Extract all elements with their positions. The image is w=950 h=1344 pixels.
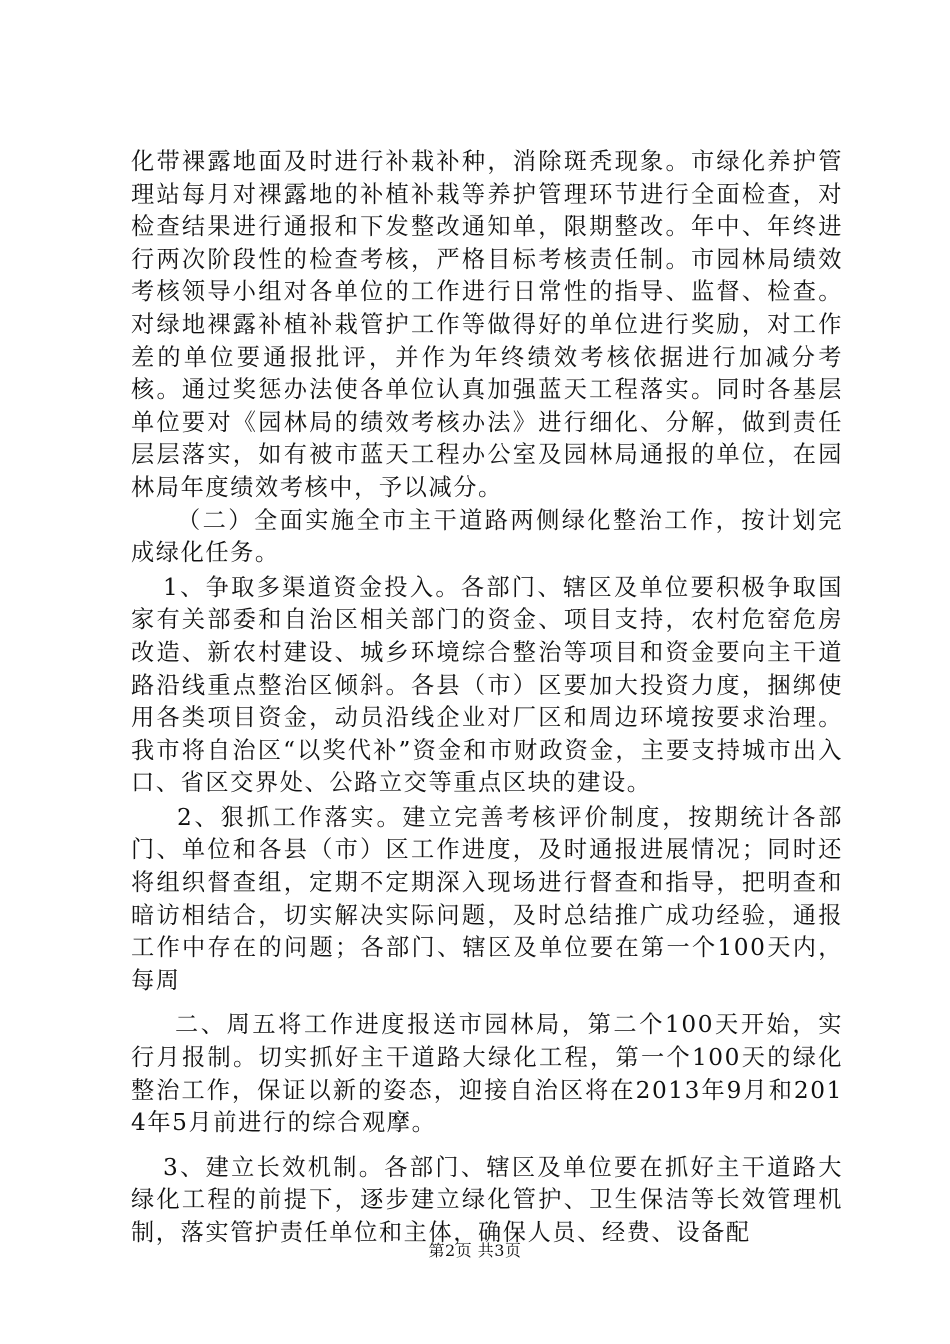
paragraph-reporting: 二、周五将工作进度报送市园林局，第二个100天开始，实行月报制。切实抓好主干道路大绿化工程，第一个100天的绿化整治工作，保证以新的姿态，迎接自治区将在2013年9月和2014年5月前进行的综合观摩。 (131, 1011, 843, 1137)
paragraph-long-term-mechanism: 3、建立长效机制。各部门、辖区及单位要在抓好主干道路大绿化工程的前提下，逐步建立绿化管护、卫生保洁等长效管理机制，落实管护责任单位和主体，确保人员、经费、设备配 (131, 1153, 843, 1246)
paragraph-inspection: 化带裸露地面及时进行补栽补种，消除斑秃现象。市绿化养护管理站每月对裸露地的补植补栽等养护管理环节进行全面检查，对检查结果进行通报和下发整改通知单，限期整改。年中、年终进行两次阶段性的检查考核，严格目标考核责任制。市园林局绩效考核领导小组对各单位的工作进行日常性的指导、监督、检查。对绿地裸露补植补栽管护工作等做得好的单位进行奖励，对工作差的单位要通报批评，并作为年终绩效考核依据进行加减分考核。通过奖惩办法使各单位认真加强蓝天工程落实。同时各基层单位要对《园林局的绩效考核办法》进行细化、分解，做到责任层层落实，如有被市蓝天工程办公室及园林局通报的单位，在园林局年度绩效考核中，予以减分。 (131, 148, 843, 501)
page-number-footer: 第2页 共3页 (428, 1241, 522, 1260)
paragraph-funding: 1、争取多渠道资金投入。各部门、辖区及单位要积极争取国家有关部委和自治区相关部门的资金、项目支持，农村危窑危房改造、新农村建设、城乡环境综合整治等项目和资金要向主干道路沿线重点整治区倾斜。各县（市）区要加大投资力度，捆绑使用各类项目资金，动员沿线企业对厂区和周边环境按要求治理。我市将自治区“以奖代补”资金和市财政资金，主要支持城市出入口、省区交界处、公路立交等重点区块的建设。 (131, 573, 843, 797)
document-body (131, 146, 843, 1250)
paragraph-implementation: 2、狠抓工作落实。建立完善考核评价制度，按期统计各部门、单位和各县（市）区工作进度，及时通报进展情况；同时还将组织督查组，定期不定期深入现场进行督查和指导，把明查和暗访相结合，切实解决实际问题，及时总结推广成功经验，通报工作中存在的问题；各部门、辖区及单位要在第一个100天内，每周 (131, 803, 843, 994)
paragraph-section-two-heading: （二）全面实施全市主干道路两侧绿化整治工作，按计划完成绿化任务。 (131, 506, 843, 567)
